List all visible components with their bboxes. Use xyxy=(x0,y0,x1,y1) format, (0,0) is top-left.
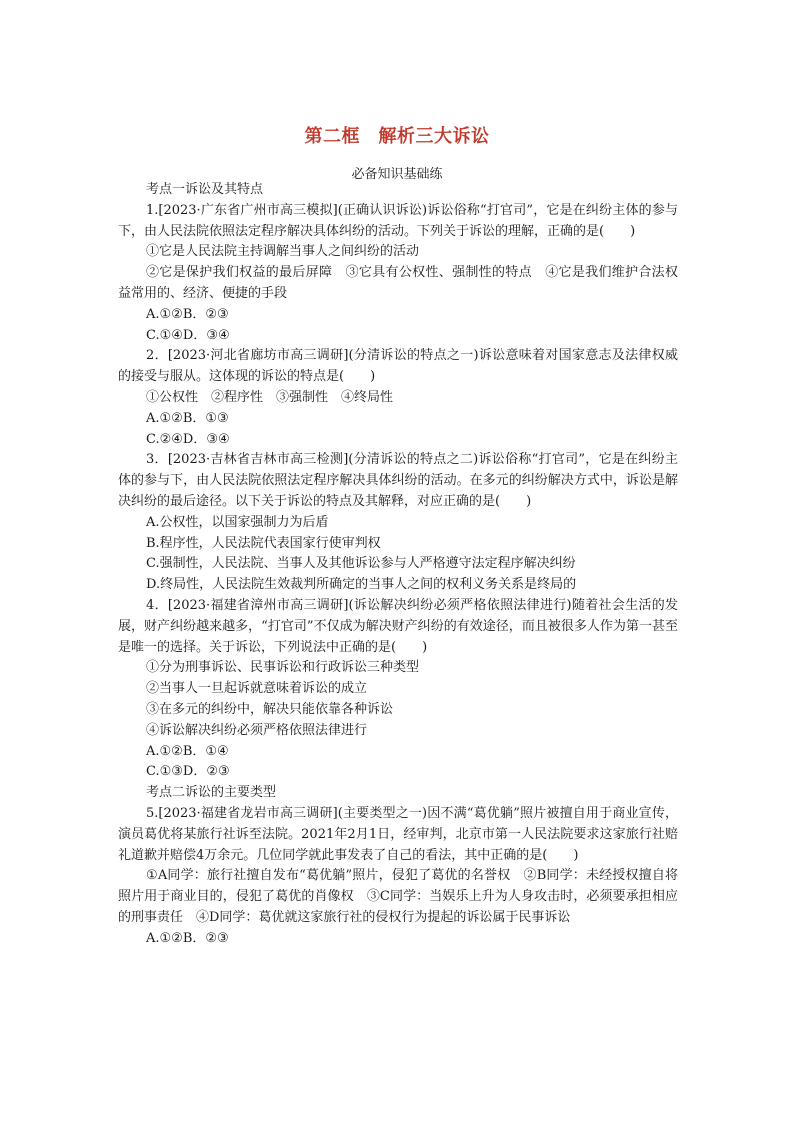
answer-choices: C.①③D．②③ xyxy=(146,764,230,780)
answer-choices: C.①④D．③④ xyxy=(146,327,230,343)
question-item: ①它是人民法院主持调解当事人之间纠纷的活动 xyxy=(146,244,420,260)
page-subtitle: 必备知识基础练 xyxy=(351,167,443,182)
question-item: ②它是保护我们权益的最后屏障 ③它具有公权性、强制性的特点 ④它是我们维护合法权益常用的、经济、便捷的手段 xyxy=(118,265,678,301)
question-item: ①A同学：旅行社擅自发布“葛优躺”照片，侵犯了葛优的名誉权 ②B同学：未经授权擅自将照片用于商业目的，侵犯了葛优的肖像权 ③C同学：当娱乐上升为人身攻击时，必须要承担相应的刑事责任 ④D同学：葛优就这家旅行社的侵权行为提起的诉讼属于民事诉讼 xyxy=(118,868,678,925)
question-stem: 1.[2023·广东省广州市高三模拟](正确认识诉讼)诉讼俗称“打官司”，它是在纠纷主体的参与下，由人民法院依照法定程序解决具体纠纷的活动。下列关于诉讼的理解，正确的是( ) xyxy=(118,202,678,239)
question-stem: 5.[2023·福建省龙岩市高三调研](主要类型之一)因不满“葛优躺”照片被擅自用于商业宣传，演员葛优将某旅行社诉至法院。2021年2月1日，经审判，北京市第一人民法院要求这家旅行社赔礼道歉并赔偿4万余元。几位同学就此事发表了自己的看法，其中正确的是( ) xyxy=(118,805,678,863)
answer-choice: B.程序性，人民法院代表国家行使审判权 xyxy=(146,535,381,551)
question-stem: 3．[2023·吉林省吉林市高三检测](分清诉讼的特点之二)诉讼俗称“打官司”，它是在纠纷主体的参与下，由人民法院依照法定程序解决具体纠纷的活动。在多元的纠纷解决方式中，诉讼是解决纠纷的最后途径。以下关于诉讼的特点及其解释，对应正确的是( ) xyxy=(118,452,678,509)
question-item: ①分为刑事诉讼、民事诉讼和行政诉讼三种类型 xyxy=(146,660,420,676)
section-heading: 考点二诉讼的主要类型 xyxy=(146,785,277,801)
answer-choices: A.①②B．②③ xyxy=(146,306,229,322)
question-item: ③在多元的纠纷中，解决只能依靠各种诉讼 xyxy=(146,701,394,717)
answer-choices: A.①②B．②③ xyxy=(146,930,229,946)
section-heading: 考点一诉讼及其特点 xyxy=(146,182,264,197)
question-stem: 4．[2023·福建省漳州市高三调研](诉讼解决纠纷必须严格依照法律进行)随着社会生活的发展，财产纠纷越来越多，“打官司”不仅成为解决财产纠纷的有效途径，而且被很多人作为第一甚至是唯一的选择。关于诉讼，下列说法中正确的是( ) xyxy=(118,597,678,655)
answer-choices: C.②④D．③④ xyxy=(146,431,230,447)
answer-choice: A.公权性，以国家强制力为后盾 xyxy=(146,514,329,530)
answer-choice: C.强制性，人民法院、当事人及其他诉讼参与人严格遵守法定程序解决纠纷 xyxy=(146,556,576,572)
question-item: ②当事人一旦起诉就意味着诉讼的成立 xyxy=(146,681,368,697)
page-title: 第二框 解析三大诉讼 xyxy=(304,126,490,147)
question-item: ①公权性 ②程序性 ③强制性 ④终局性 xyxy=(146,389,394,405)
question-stem: 2．[2023·河北省廊坊市高三调研](分清诉讼的特点之一)诉讼意味着对国家意志及法律权威的接受与服从。这体现的诉讼的特点是( ) xyxy=(118,348,678,385)
answer-choices: A.①②B．①④ xyxy=(146,743,229,759)
question-item: ④诉讼解决纠纷必须严格依照法律进行 xyxy=(146,722,368,738)
answer-choices: A.①②B．①③ xyxy=(146,410,229,426)
document-body xyxy=(118,180,678,949)
answer-choice: D.终局性，人民法院生效裁判所确定的当事人之间的权利义务关系是终局的 xyxy=(146,577,577,593)
